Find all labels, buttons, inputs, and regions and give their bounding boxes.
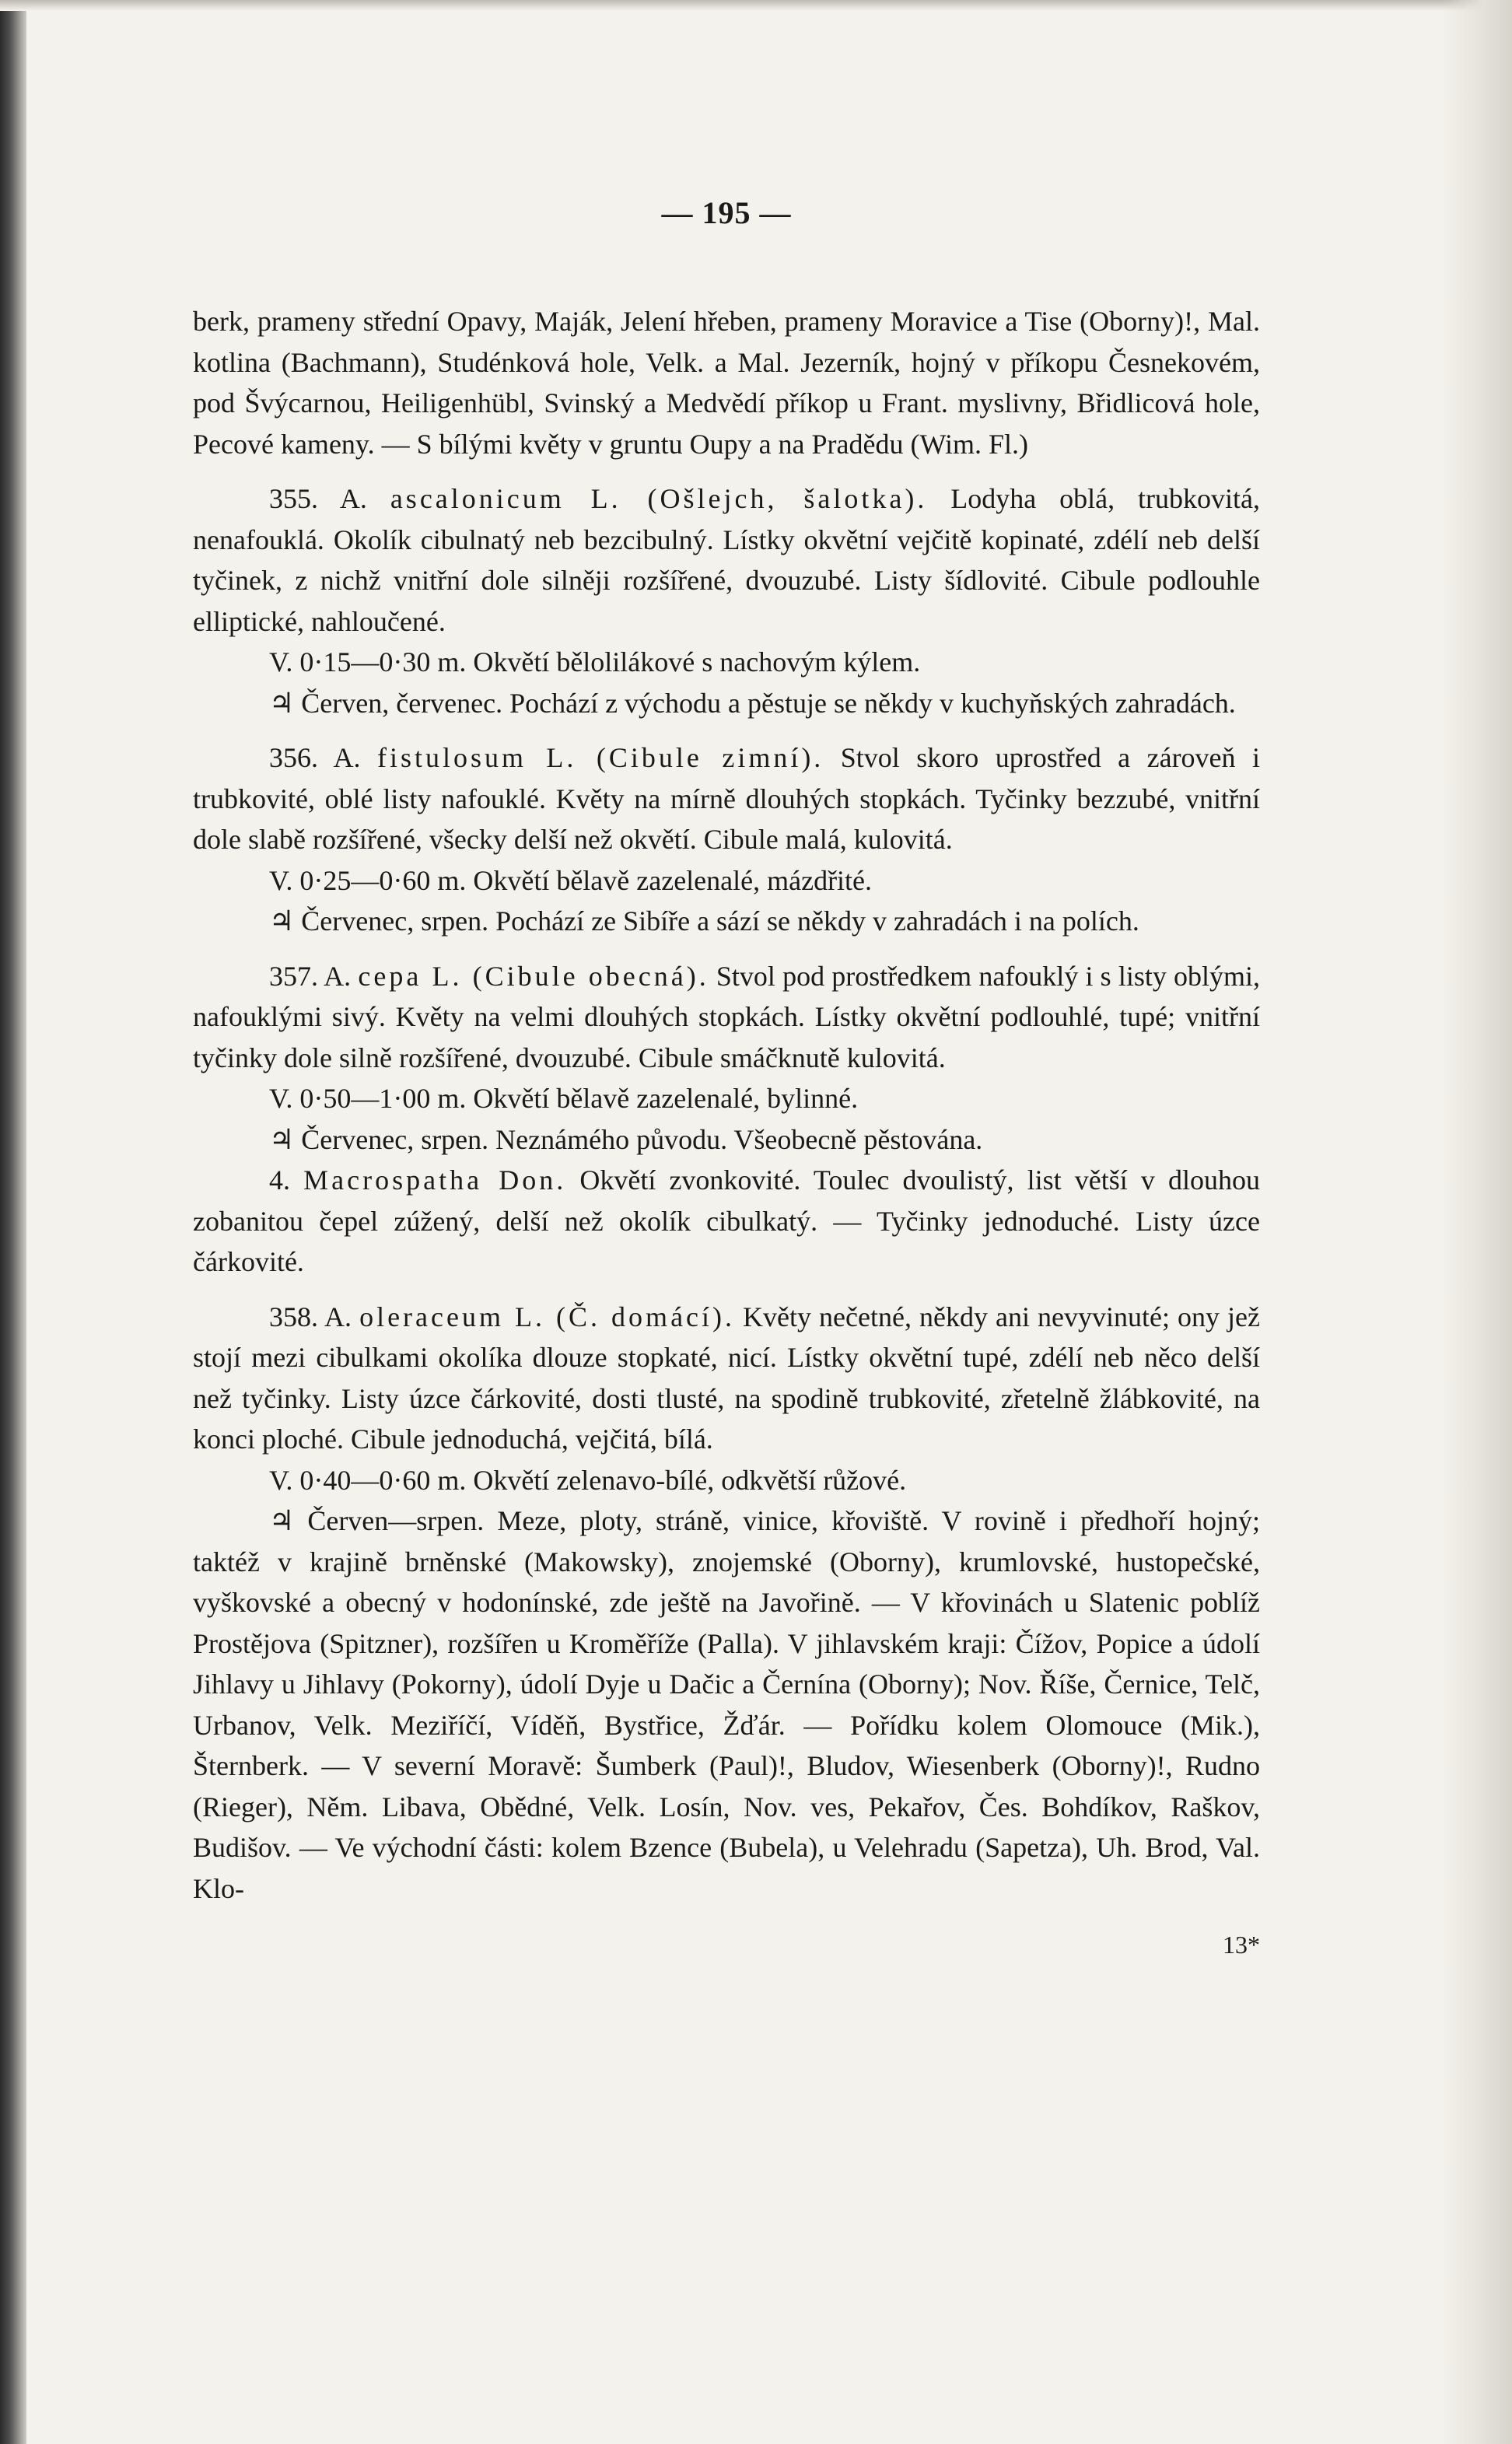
species-name: oleraceum L. (Č. domácí).: [359, 1301, 736, 1332]
height-line-355: V. 0·15—0·30 m. Okvětí bělolilákové s nachovým kýlem.: [269, 646, 921, 678]
species-description: Stvol pod prostředkem nafouklý i s listy oblými, nafouklými sivý. Květy na velmi dlouhých stopkách. Lístky okvětní podlouhlé, tupé; vnitřní tyčinky dole silně rozšířené, dvouzubé. Cibule smáčknutě kulovitá.: [193, 960, 1261, 1073]
scan-edge-left: [0, 0, 26, 2444]
distribution-358: ♃ Červen—srpen. Meze, ploty, stráně, vinice, křoviště. V rovině i předhoří hojný; taktéž v krajině brněnské (Makowsky), znojemské (Oborny), krumlovské, hustopečské, vyškovské a obecný v hodonínské, zde ještě na Javořině. — V křovinách u Slatenic poblíž Prostějova (Spitzner), rozšířen u Kroměříže (Palla). V jihlavském kraji: Čížov, Popice a údolí Jihlavy u Jihlavy (Pokorny), údolí Dyje u Dačic a Černína (Oborny); Nov. Říše, Černice, Telč, Urbanov, Velk. Meziříčí, Víděň, Bystřice, Žďár. — Pořídku kolem Olomouce (Mik.), Šternberk. — V severní Moravě: Šumberk (Paul)!, Bludov, Wiesenberk (Oborny)!, Rudno (Rieger), Něm. Libava, Obědné, Velk. Losín, Nov. ves, Pekařov, Čes. Bohdíkov, Raškov, Budišov. — Ve východní části: kolem Bzence (Bubela), u Velehradu (Sapetza), Uh. Brod, Val. Klo-: [193, 1505, 1260, 1904]
entry-number: 355. A.: [269, 483, 367, 514]
flowering-line-357: ♃ Červenec, srpen. Neznámého původu. Všeobecně pěstována.: [269, 1123, 983, 1155]
entry-number: 357. A.: [269, 960, 352, 992]
section-name: Macrospatha Don.: [303, 1164, 567, 1196]
scan-edge-right: [1442, 0, 1512, 2444]
section-description: Okvětí zvonkovité. Toulec dvoulistý, list větší v dlouhou zobanitou čepel zúžený, delší než okolík cibulkatý. — Tyčinky jednoduché. Listy úzce čárkovité.: [193, 1164, 1261, 1277]
flowering-line-356: ♃ Červenec, srpen. Pochází ze Sibíře a sází se někdy v zahradách i na polích.: [269, 905, 1139, 937]
entry-number: 356. A.: [269, 742, 361, 773]
species-name: cepa L. (Cibule obecná).: [358, 960, 709, 992]
species-description: Květy nečetné, někdy ani nevyvinuté; ony jež stojí mezi cibulkami okolíka dlouze stopkaté, nicí. Lístky okvětní tupé, zdélí neb něco delší než tyčinky. Listy úzce čárkovité, dosti tlusté, na spodině trubkovité, zřetelně žlábkovité, na konci ploché. Cibule jednoduchá, vejčitá, bílá.: [193, 1301, 1260, 1455]
entry-number: 358. A.: [269, 1301, 352, 1332]
section-macrospatha: [193, 1160, 1260, 1283]
section-number: 4.: [269, 1164, 290, 1196]
height-line-358: V. 0·40—0·60 m. Okvětí zelenavo-bílé, odkvětší růžové.: [269, 1464, 907, 1496]
species-description: Stvol skoro uprostřed a zároveň i trubkovité, oblé listy nafouklé. Květy na mírně dlouhých stopkách. Tyčinky bezzubé, vnitřní dole slabě rozšířené, všecky delší než okvětí. Cibule malá, kulovitá.: [193, 742, 1260, 855]
height-line-357: V. 0·50—1·00 m. Okvětí bělavě zazelenalé, bylinné.: [269, 1083, 859, 1114]
page-number: — 195 —: [661, 195, 792, 230]
paragraph-continuation: berk, prameny střední Opavy, Maják, Jelení hřeben, prameny Moravice a Tise (Oborny)!, Mal. kotlina (Bachmann), Studénková hole, Velk. a Mal. Jezerník, hojný v příkopu Česnekovém, pod Švýcarnou, Heiligenhübl, Svinský a Medvědí příkop u Frant. myslivny, Břidlicová hole, Pecové kameny. — S bílými květy v gruntu Oupy a na Pradědu (Wim. Fl.): [193, 306, 1260, 460]
signature-mark: 13*: [1223, 1931, 1260, 1959]
species-entry-355: [193, 478, 1260, 642]
height-line-356: V. 0·25—0·60 m. Okvětí bělavě zazelenalé, mázdřité.: [269, 864, 873, 896]
species-entry-356: [193, 737, 1260, 860]
species-name: ascalonicum L. (Ošlejch, šalotka).: [390, 483, 928, 514]
species-entry-357: [193, 956, 1260, 1079]
species-entry-358: [193, 1297, 1260, 1460]
scan-edge-top: [0, 0, 1512, 11]
book-page: [193, 194, 1260, 1966]
flowering-line-355: ♃ Červen, červenec. Pochází z východu a pěstuje se někdy v kuchyňských zahradách.: [269, 687, 1236, 719]
species-description: Lodyha oblá, trubkovitá, nenafouklá. Okolík cibulnatý neb bezcibulný. Lístky okvětní vejčitě kopinaté, zdélí neb delší tyčinek, z nichž vnitřní dole silněji rozšířené, dvouzubé. Listy šídlovité. Cibule podlouhle elliptické, nahloučené.: [193, 483, 1261, 637]
species-name: fistulosum L. (Cibule zimní).: [376, 742, 824, 773]
